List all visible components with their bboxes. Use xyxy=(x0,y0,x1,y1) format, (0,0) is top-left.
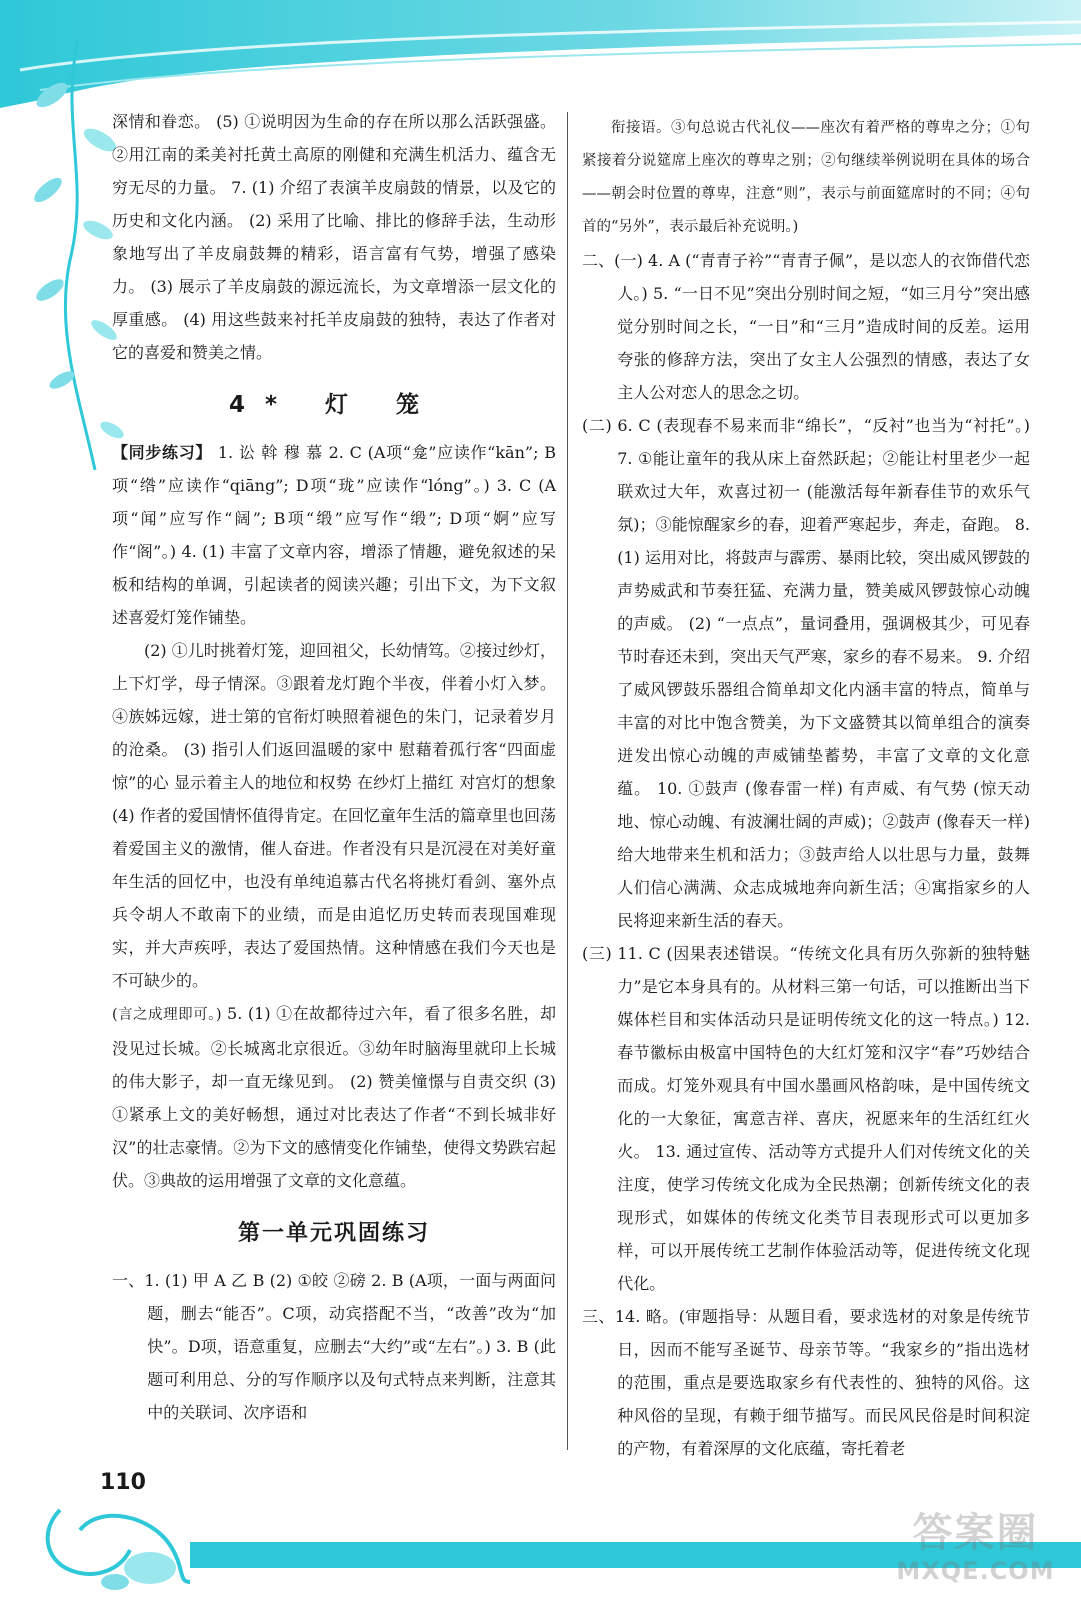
answer-paragraph: 衔接语。③句总说古代礼仪——座次有着严格的尊卑之分；①句紧接着分说筵席上座次的尊卑之别；②句继续举例说明在具体的场合——朝会时位置的尊卑，注意“则”，表示与前面筵席时的不同；④句首的“另外”，表示最后补充说明。) xyxy=(582,120,1030,235)
unit-title: 第一单元巩固练习 xyxy=(237,1221,430,1246)
answer-paragraph: (二) 6. C (表现春不易来而非“绵长”，“反衬”也当为“衬托”。) 7. ①能让童年的我从床上奋然跃起；②能让村里老少一起联欢过大年，欢喜过初一 (能激活每年新春佳节的欢乐气氛)；③能惊醒家乡的春，迎着严寒起步，奔走，奋跑。 8. (1) 运用对比，将鼓声与霹雳、暴雨比较，突出威风锣鼓的声势威武和节奏狂猛、充满力量，赞美威风锣鼓惊心动魄的声威。 (2) “一点点”，量词叠用，强调极其少，可见春节时春还未到，突出天气严寒，家乡的春不易来。 9. 介绍了威风锣鼓乐器组合简单却文化内涵丰富的特点，简单与丰富的对比中饱含赞美，为下文盛赞其以简单组合的演奏迸发出惊心动魄的声威铺垫蓄势，丰富了文章的文化意蕴。 10. ①鼓声 (像春雷一样) 有声威、有气势 (惊天动地、惊心动魄、有波澜壮阔的声威)；②鼓声 (像春天一样) 给大地带来生机和活力；③鼓声给人以壮思与力量，鼓舞人们信心满满、众志成城地奔向新生活；④寓指家乡的人民将迎来新生活的春天。 xyxy=(582,416,1030,930)
answer-paragraph: 三、14. 略。(审题指导：从题目看，要求选材的对象是传统节日，因而不能写圣诞节、母亲节等。“我家乡的”指出选材的范围，重点是要选取家乡有代表性的、独特的风俗。这种风俗的呈现，有赖于细节描写。而民风民俗是时间积淀的产物，有着深厚的文化底蕴，寄托着老 xyxy=(582,1307,1030,1458)
watermark-main: 答案圈 xyxy=(912,1510,1039,1556)
answer-text: 5. (1) ①在故都待过六年，看了很多名胜，却没见过长城。②长城离北京很近。③幼年时脑海里就印上长城的伟大影子，却一直无缘见到。 (2) 赞美憧憬与自责交织 (3) ①紧承上文的美好畅想，通过对比表达了作者“不到长城非好汉”的壮志豪情。②为下文的感情变化作铺垫，使得文势跌宕起伏。③典故的运用增强了文章的文化意蕴。 xyxy=(112,1004,556,1190)
answer-paragraph xyxy=(112,436,556,634)
right-column xyxy=(582,112,1030,1465)
watermark-logo xyxy=(888,1509,1063,1594)
left-column xyxy=(112,105,556,1429)
answer-note: (言之成理即可。) xyxy=(112,1007,222,1023)
watermark-sub: MXQE.COM xyxy=(896,1557,1055,1585)
answer-text: 1. 讼 斡 穆 慕 2. C (A项“龛”应读作“kān”; B项“绺”应读作“qiāng”; D项“珑”应读作“lóng”。) 3. C (A项“闻”应写作“阔”; B项“缎”应写作“缎”; D项“婀”应写作“阁”。) 4. (1) 丰富了文章内容，增添了情趣，避免叙述的呆板和结构的单调，引起读者的阅读兴趣；引出下文，为下文叙述喜爱灯笼作铺垫。 xyxy=(112,443,556,627)
answer-paragraph xyxy=(112,997,556,1197)
answer-paragraph: (三) 11. C (因果表述错误。“传统文化具有历久弥新的独特魅力”是它本身具有的。从材料三第一句话，可以推断出当下媒体栏目和实体活动只是证明传统文化的这一特点。) 12. 春节徽标由极富中国特色的大红灯笼和汉字“春”巧妙结合而成。灯笼外观具有中国水墨画风格韵味，是中国传统文化的一大象征，寓意吉祥、喜庆，祝愿来年的生活红红火火。 13. 通过宣传、活动等方式提升人们对传统文化的关注度，使学习传统文化成为全民热潮；创新传统文化的表现形式，如媒体的传统文化类节目表现形式可以更加多样，可以开展传统工艺制作体验活动等，促进传统文化现代化。 xyxy=(582,944,1030,1293)
column-divider xyxy=(567,112,568,1450)
answer-paragraph: 深情和眷恋。 (5) ①说明因为生命的存在所以那么活跃强盛。 ②用江南的柔美衬托黄土高原的刚健和充满生机活力、蕴含无穷无尽的力量。 7. (1) 介绍了表演羊皮扇鼓的情景，以及它的历史和文化内涵。 (2) 采用了比喻、排比的修辞手法，生动形象地写出了羊皮扇鼓舞的精彩，语言富有气势，增强了感染力。 (3) 展示了羊皮扇鼓的源远流长，为文章增添一层文化的厚重感。 (4) 用这些鼓来衬托羊皮扇鼓的独特，表达了作者对它的喜爱和赞美之情。 xyxy=(112,112,556,362)
answer-paragraph: (2) ①儿时挑着灯笼，迎回祖父，长幼情笃。②接过纱灯，上下灯学，母子情深。③跟着龙灯跑个半夜，伴着小灯入梦。④族姊远嫁，进士第的官衔灯映照着褪色的朱门，记录着岁月的沧桑。 (3) 指引人们返回温暖的家中 慰藉着孤行客“四面虚惊”的心 显示着主人的地位和权势 在纱灯上描红 对宫灯的想象 (4) 作者的爱国情怀值得肯定。在回忆童年生活的篇章里也回荡着爱国主义的激情，催人奋进。作者没有只是沉浸在对美好童年生活的回忆中，也没有单纯追慕古代名将挑灯看剑、塞外点兵令胡人不敢南下的业绩，而是由追忆历史转而表现国难现实，并大声疾呼，表达了爱国热情。这种情感在我们今天也是不可缺少的。 xyxy=(112,641,556,990)
header-swoosh-decoration xyxy=(0,0,1081,110)
lesson-title: 4* 灯 笼 xyxy=(228,392,440,418)
answer-paragraph: 一、1. (1) 甲 A 乙 B (2) ①皎 ②磅 2. B (A项，一面与两面问题，删去“能否”。C项，动宾搭配不当，“改善”改为“加快”。D项，语意重复，应删去“大约”或“左右”。) 3. B (此题可利用总、分的写作顺序以及句式特点来判断，注意其中的关联词、次序语和 xyxy=(112,1271,556,1422)
answer-paragraph: 二、(一) 4. A (“青青子衿”“青青子佩”，是以恋人的衣饰借代恋人。) 5. “一日不见”突出分别时间之短，“如三月兮”突出感觉分别时间之长，“一日”和“三月”造成时间的反差。运用夸张的修辞方法，突出了女主人公强烈的情感，表达了女主人公对恋人的思念之切。 xyxy=(582,251,1030,402)
sync-practice-tag: 【同步练习】 xyxy=(112,443,213,462)
page-number: 110 xyxy=(100,1470,146,1495)
